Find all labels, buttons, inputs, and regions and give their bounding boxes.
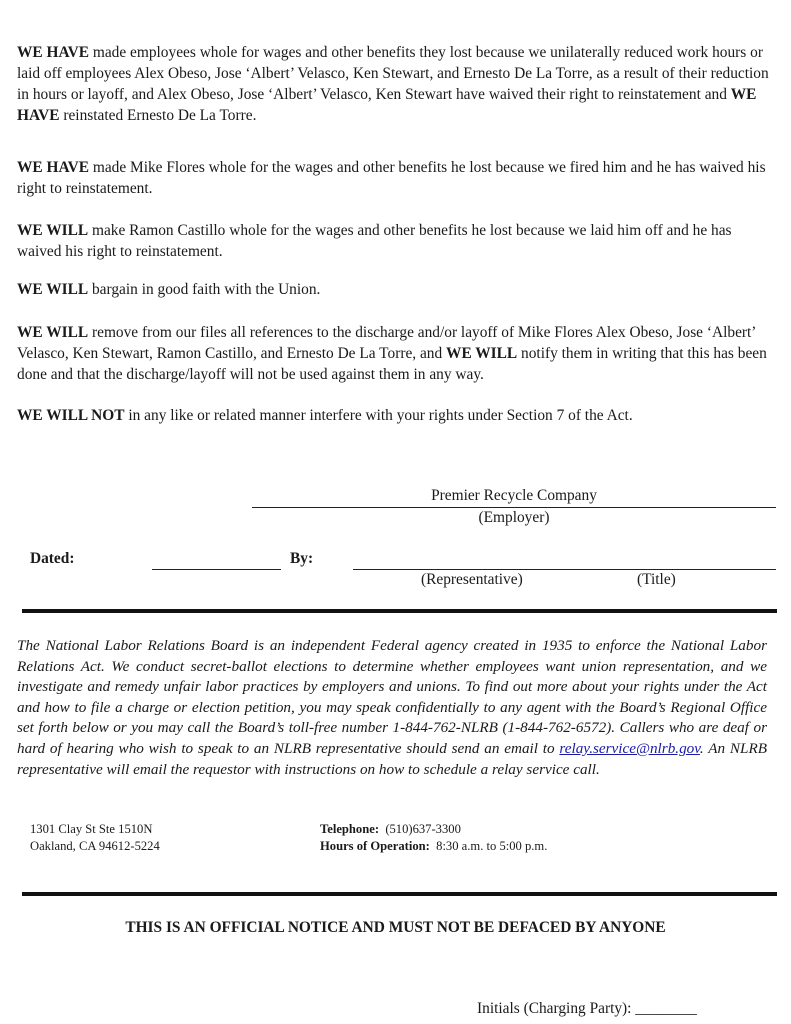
paragraph-remedy-employees bbox=[17, 42, 769, 126]
paragraph-lead: WE WILL NOT bbox=[17, 407, 125, 424]
paragraph-lead: WE HAVE bbox=[17, 86, 757, 124]
employer-label: (Employer) bbox=[478, 509, 550, 526]
paragraph-text: made employees whole for wages and other benefits they lost because we unilaterally reduced work hours or laid off employees Alex Obeso, Jose ‘Albert’ Velasco, Ken Stewart, and Ernesto De La Torre, as a result of their reduction in hours or layoff, and Alex Obeso, Jose ‘Albert’ Velasco, Ken Stewart have waived their right to reinstatement and bbox=[17, 44, 769, 103]
board-statement-text: . An NLRB representative will email the requestor with instructions on how to schedule a relay service call. bbox=[17, 739, 767, 778]
paragraph-text: reinstated Ernesto De La Torre. bbox=[59, 107, 257, 124]
paragraph-bargain bbox=[17, 279, 769, 300]
paragraph-text: bargain in good faith with the Union. bbox=[88, 281, 321, 298]
by-label: By: bbox=[290, 550, 314, 567]
hours-row bbox=[320, 838, 547, 855]
hours-label: Hours of Operation: bbox=[320, 839, 430, 853]
paragraph-text: notify them in writing that this has been done and that the discharge/layoff will not be used against them in any way. bbox=[17, 345, 767, 383]
paragraph-remove-references bbox=[17, 322, 769, 385]
address-line: Oakland, CA 94612-5224 bbox=[30, 839, 160, 853]
paragraph-text: make Ramon Castillo whole for the wages and other benefits he lost because we laid him off and he has waived his right to reinstatement. bbox=[17, 222, 732, 260]
section-divider bbox=[22, 892, 777, 896]
paragraph-lead: WE WILL bbox=[446, 345, 518, 362]
representative-label: (Representative) bbox=[421, 571, 523, 588]
paragraph-will-not-interfere bbox=[17, 405, 769, 426]
paragraph-text: remove from our files all references to the discharge and/or layoff of Mike Flores Alex Obeso, Jose ‘Albert’ Velasco, Ken Stewart, Ramon Castillo, and Ernesto De La Torre, and bbox=[17, 324, 756, 362]
board-statement bbox=[17, 636, 767, 780]
paragraph-mike-flores bbox=[17, 157, 769, 199]
address-line: 1301 Clay St Ste 1510N bbox=[30, 822, 153, 836]
dated-line[interactable] bbox=[152, 569, 281, 570]
dated-label: Dated: bbox=[30, 550, 75, 567]
paragraph-lead: WE WILL bbox=[17, 324, 89, 341]
telephone-value: (510)637-3300 bbox=[385, 822, 461, 836]
employer-line bbox=[252, 507, 776, 508]
paragraph-text: in any like or related manner interfere with your rights under Section 7 of the Act. bbox=[124, 407, 633, 424]
representative-line[interactable] bbox=[353, 569, 776, 570]
paragraph-lead: WE WILL bbox=[17, 222, 89, 239]
relay-email-link[interactable]: relay.service@nlrb.gov bbox=[559, 739, 700, 757]
title-label: (Title) bbox=[637, 571, 676, 588]
office-address bbox=[30, 821, 160, 855]
telephone-label: Telephone: bbox=[320, 822, 380, 836]
paragraph-ramon-castillo bbox=[17, 220, 769, 262]
telephone-row bbox=[320, 821, 547, 838]
employer-name: Premier Recycle Company bbox=[431, 487, 597, 504]
hours-value: 8:30 a.m. to 5:00 p.m. bbox=[436, 839, 548, 853]
board-statement-text: The National Labor Relations Board is an independent Federal agency created in 1935 to enforce the National Labor Relations Act. We conduct secret-ballot elections to determine whether employees want union representation, and we investigate and remedy unfair labor practices by employers and unions. To find out more about your rights under the Act and how to file a charge or election petition, you may speak confidentially to any agent with the Board’s Regional Office set forth below or you may call the Board’s toll-free number 1-844-762-NLRB (1-844-762-6572). Callers who are deaf or hard of hearing who wish to speak to an NLRB representative should send an email to bbox=[17, 637, 767, 757]
paragraph-lead: WE HAVE bbox=[17, 44, 89, 61]
section-divider bbox=[22, 609, 777, 613]
official-notice: THIS IS AN OFFICIAL NOTICE AND MUST NOT BE DEFACED BY ANYONE bbox=[125, 919, 666, 936]
paragraph-lead: WE HAVE bbox=[17, 159, 89, 176]
office-contact bbox=[320, 821, 547, 855]
initials-charging-party: Initials (Charging Party): ________ bbox=[477, 1000, 697, 1017]
paragraph-lead: WE WILL bbox=[17, 281, 89, 298]
paragraph-text: made Mike Flores whole for the wages and other benefits he lost because we fired him and he has waived his right to reinstatement. bbox=[17, 159, 766, 197]
